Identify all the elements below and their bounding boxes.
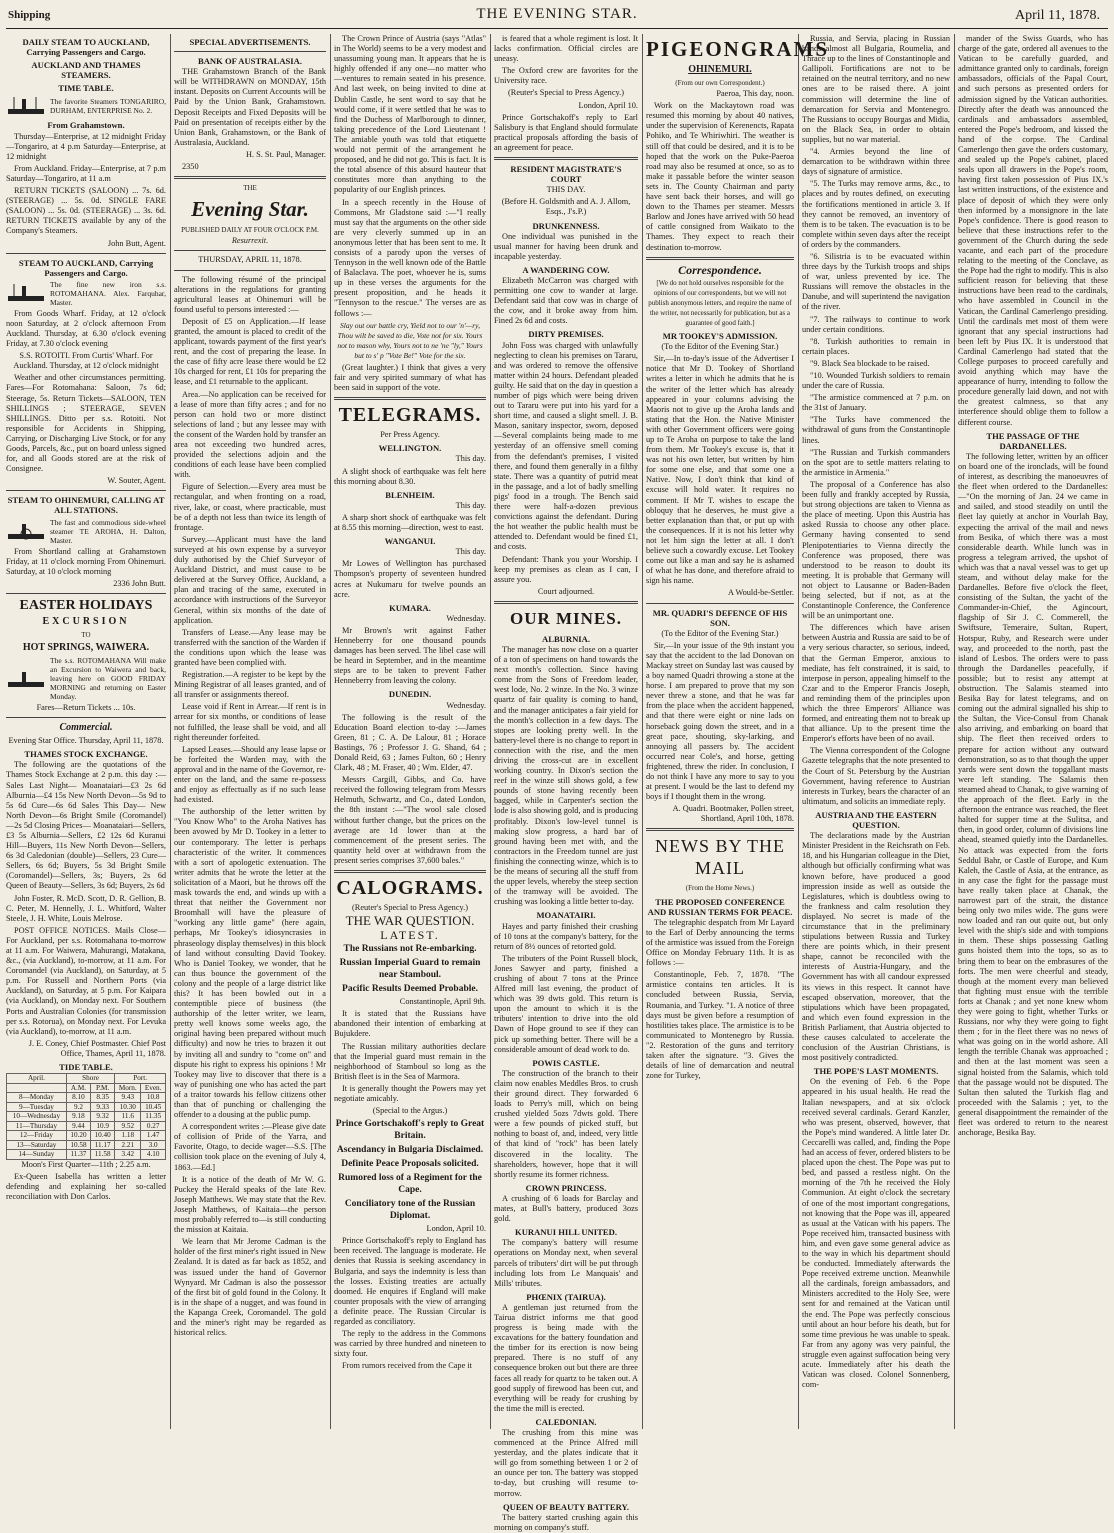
divider bbox=[6, 717, 166, 718]
column-divider bbox=[490, 34, 491, 1429]
article-text: "9. Black Sea blockade to be raised. bbox=[810, 358, 930, 368]
mine-text: The manager has now close on a quarter of a ton of specimens on hand towards the next month's collection. Since having come from the Sons of Freedom leader, west lode, No. 2 winze. In the No. 3 winze quartz of fair quality is coming to hand, and the manager anticipates a fair yield for the month's collection in a few days. The stopes are looking pretty well. In the battery-level there is no change to report in connection with the rise, and the men driving the cross-cut are in excellent working country. In Dixon's section the reef in the winze still shows gold, a few pounds of stone having recently been bagged, while in Carpenter's section the lode is also showing gold, and is producing profitably. Dixon's low-level tunnel is making slow progress, a hard bar of ground having been met with, and the contractors in the Freedom tunnel are just finishing the connecting winze, which is to be the means of securing all the stuff from the upper levels, whereby the steep section of the tramway will be avoided. The crushing was looking a little better to-day. bbox=[494, 644, 638, 907]
article-text: Constantinople, Feb. 7, 1878. "The armistice contains ten articles. It is concluded between Russia, Servia, Roumania, and Turkey. "1. A notice of three days must be given before a resumption of hostilities takes place. The armistice is to be communicated to Montenegro by Russia. "2. Restoration of the guns and territory taken after the signature. "3. Gives the details of line of demarcation and neutral zone for Turkey, bbox=[646, 970, 794, 1081]
correspondence-heading: Correspondence. bbox=[678, 262, 762, 277]
court-date: THIS DAY. bbox=[546, 185, 586, 195]
ship-names: The favorite Steamers TONGARIRO, DURHAM, ENTERPRISE No. 2. bbox=[50, 97, 166, 116]
editorial-text: We learn that Mr Jerome Cadman is the holder of the first miner's right issued in New Zealand. It is dated as far back as 1852, and was issued under the hand of Governor Wynyard. Mr Cadman is also the possessor of the first bit of gold found in the Colony. It is in the shape of a nugget, and was found in the Kapanga Creek, Coromandel. The gold and the miner's right may be regarded as historical relics. bbox=[174, 1237, 326, 1338]
schedule-text: From Shortland calling at Grahamstown Friday, at 11 o'clock morning From Ohinemuri. Saturday, at 10 o'clock morning bbox=[6, 546, 166, 576]
ad-text: THE Grahamstown Branch of the Bank will be WITHDRAWN on MONDAY, 15th instant. Deposits on Current Accounts will be Paid by the Union Bank, Grahamstown. Deposit Receipts and Fixed Deposits will be Paid on presentation of receipts either by the Union Bank, Grahamstown, or the Bank of Australasia, Auckland. bbox=[174, 67, 326, 147]
telegram-text: The following is the result of the Education Board election to-day :—James Green, 81 ; C. A. De Lalour, 81 ; Horace Bastings, 76 ; Professor J. G. Shand, 64 ; Donald Reid, 63 ; James Fulton, 60 ; Henry Clark, 48 ; M. Fraser, 40 ; Wm. Elder, 47. bbox=[334, 712, 486, 773]
dateline: London, April 10. bbox=[426, 1224, 486, 1234]
headline: Prince Gortschakoff's reply to Great Britain. bbox=[335, 1119, 485, 1142]
dateline: This day. bbox=[455, 500, 486, 510]
steamer-icon bbox=[6, 95, 46, 117]
cable-text: The Oxford crew are favorites for the University race. bbox=[494, 66, 638, 86]
dateline: This day. bbox=[455, 454, 486, 464]
ship-names: The fast and commodious side-wheel steamer TE AROHA, H. Dalton, Master. bbox=[50, 517, 166, 545]
article-text: "8. Turkish authorities to remain in certain places. bbox=[802, 336, 950, 356]
schedule-text: Thursday—Enterprise, at 12 midnight Friday—Tongariro, at 4 p.m Saturday—Enterprise, at 12 midnight bbox=[6, 131, 166, 161]
case-heading: DRUNKENNESS. bbox=[532, 220, 600, 231]
editorial-text: It is a notice of the death of Mr W. G. Puckey the Herald speaks of the late Rev. Joseph Matthews. We may state that the Rev. Joseph Matthews, of Kaitaia—the person most probably referred to—is still conducting the mission at Kaitaia. bbox=[174, 1174, 326, 1235]
cable-text: The Russian military authorities declare that the Imperial guard must remain in the neighborhood of Stamboul so long as the British fleet is in the Sea of Marmora. bbox=[334, 1041, 486, 1081]
mine-text: The company's battery will resume operations on Monday next, when several parcels of tributers' dirt will be put through including lots from Le Manquais' and Mills' tributes. bbox=[494, 1238, 638, 1288]
case-text: Defendant: Thank you your Worship. I keep my premises as clean as I can, I assure you. bbox=[494, 554, 638, 584]
editorial-text: The authorship of the letter written by "You Know Who" to the Aroha Natives has been avowed by Mr D. Tookey in a letter to our contemporary. The letter is perhaps characteristic of the writer. It commences with a sort of apologetic extenuation. The writer admits that he wrote the letter at the solicitation of a Maori, but he throws off the mask towards the end, and winds up with a threat that neither the Government nor Broomhall will have the pleasure of "working any little game" (here again, perhaps, Mr Tookey's idiosyncrasies in phraseology display themselves) in this block of land without consulting David Tookey. Who is Daniel Tookey, we wonder, that he can thus bounce the government of the colony and the people of a large district like this? It has been bowled out in a contemptible piece of business (the authorship of the letter writer, we learn, pretty well knows some weeks ago, the original having been prepared without much difficulty) and now he tries to brazen it out by inviting all and sundry to "come on" and dispute his right to express his opinions ! Mr Tookey may live to discover that there is a way of punishing one who has acted the part of a traitor towards his fellow citizens other than that of punching or challenging the offender to a dousing at the public pump. bbox=[174, 807, 326, 1120]
dateline: Wednesday. bbox=[446, 700, 486, 710]
table-row: 13—Saturday 10.58 11.17 2.21 3.0 bbox=[7, 1140, 166, 1150]
mine-text: The crushing from this mine was commenced at the Prince Alfred mill yesterday, and the plates indicate that it will go from something between 1 or 2 of an ounce per ton. The battery was stopped to-day, but crushing will resume to-morrow. bbox=[494, 1428, 638, 1498]
editor-note: [We do not hold ourselves responsible for the opinions of our correspondents, but we will not publish anonymous letters, and require the name of the writer, not necessarily for publication, but as a guarantee of good faith.] bbox=[648, 278, 792, 327]
article-text: "7. The railways to continue to work under certain conditions. bbox=[802, 314, 950, 334]
place-heading: KUMARA. bbox=[389, 602, 431, 613]
editorial-text: Lease void if Rent in Arrear.—If rent is in arrear for six months, or conditions of lease not fulfilled, the lease shall be void, and all right thereunder forfeited. bbox=[174, 702, 326, 742]
column-divider bbox=[170, 34, 171, 1429]
table-row: 8—Monday 8.10 8.35 9.43 10.8 bbox=[7, 1093, 166, 1103]
divider bbox=[494, 157, 638, 160]
tide-subheader: A.M. bbox=[66, 1083, 90, 1093]
ad-number: 2350 bbox=[182, 162, 199, 172]
article-text: (Great laughter.) I think that gives a very fair and very spirited summary of what has been said in support of the vote. bbox=[334, 363, 486, 393]
fares-text: RETURN TICKETS (SALOON) ... 7s. 6d. (STEERAGE) ... 5s. 0d. SINGLE FARE (SALOON) ... 5s. 0d. (STEERAGE) ... 3s. 6d. RETURN TICKETS available by any of the Company's Steamers. bbox=[6, 186, 166, 236]
nameplate-article: THE bbox=[243, 184, 257, 193]
telegram-text: Mr Brown's writ against Father Henneberry for one thousand pounds damages has been served. The libel case will be heard in September, and in the meantime steps are to be taken to prevent Father Henneberry from leaving the colony. bbox=[334, 625, 486, 686]
cable-text: From rumors received from the Cape it bbox=[342, 1361, 472, 1371]
column-4 bbox=[494, 34, 638, 1532]
editorial-text: Figure of Selection.—Every area must be rectangular, and when fronting on a road, river, lake, or coast, where practicable, must be of a depth not less than twice its length of frontage. bbox=[174, 482, 326, 532]
letter-address: (To the Editor of the Evening Star.) bbox=[661, 342, 779, 352]
telegram-text: A sharp short shock of earthquake was felt at 8.55 this morning—direction, west to east. bbox=[334, 512, 486, 533]
news-by-mail-heading: NEWS BY THE MAIL bbox=[655, 836, 785, 879]
tide-table-title: TIDE TABLE. bbox=[59, 1062, 113, 1073]
mine-text: Hayes and party finished their crushing of 10 tons at the company's battery, for the return of 8½ ounces of retorted gold. bbox=[494, 921, 638, 951]
case-text: John Foss was charged with unlawfully neglecting to clean his premises on Tararu, and was ordered to remove the offensive matter within 24 hours. Defendant pleaded guilty. He said that on the day in question a number of pigs which were being driven out to Tararu were put into his yard for a short time, and caused a slight smell. J. B. Mason, sanitary inspector, sworn, deposed—Several complaints being made to me yesterday of an offensive smell coming from the defendant's premises, I visited there, and found them generally in a filthy state. There was a quantity of putrid meat in the passage, and a lot of badly smelling pigs' food in a trough. The Bench said there were half-a-dozen previous convictions against the defendant. During the hot weather the public health must be attended to. Defendant would be fined £1, and costs. bbox=[494, 340, 638, 552]
column-divider bbox=[798, 34, 799, 1429]
byline: (Reuter's Special to Press Agency.) bbox=[352, 903, 468, 913]
divider bbox=[174, 176, 326, 179]
mine-text: The battery started crushing again this morning on company's stuff. bbox=[494, 1512, 638, 1532]
cable-text: Prince Gortschakoff's reply to Earl Salisbury is that England should formulate practical proposals affording the basis of an agreement for peace. bbox=[494, 112, 638, 152]
cable-text: is feared that a whole regiment is lost. It lacks confirmation. Official circles are uneasy. bbox=[494, 34, 638, 64]
article-text: "6. Silistria is to be evacuated within three days by the Turkish troops and ships of war, unless prevented by ice. The Russians will remove the obstacles in the Danube, and will superintend the navigation of the river. bbox=[802, 251, 950, 312]
court-heading: RESIDENT MAGISTRATE'S COURT bbox=[510, 164, 622, 185]
agent-signature: John Butt, Agent. bbox=[107, 238, 166, 248]
article-text: On the evening of Feb. 6 the Pope appeared in his usual health. He read the Italian newspapers, and at six o'clock received several cardinals. Gerard Kanzler, who was present, observed, however, that the Pope's mind wandered. A little later Dr. Ceccarelli was called, and, finding the Pope had an access of fever, ordered blisters to be placed upon the chest. The Pope was put to bed, and passed a restless night. On the morning of the 7th he received the Holy Communion. At eight o'clock the secretary of one of the most important congregations, not knowing that the Pope was ill, appeared as usual at the Vatican with his papers. The Pope received him, transacted business with him, and even gave some general advice as to the way in which his department should be conducted. Immediately afterwards the Pope received extreme unction. Meanwhile all the cardinals, foreign ambassadors, and Ministers accredited to the Holy See, were sent for and remained at the Vatican until the end. The Pope was perfectly conscious until about an hour before his death, but for some time previous he was unable to speak. Far from any agony was very painful, the struggle even against suffocation being very acute. Immediately after his death the Vatican was closed. Colonel Sonnenberg, com- bbox=[802, 1077, 950, 1390]
divider bbox=[6, 253, 166, 254]
war-question-heading: THE WAR QUESTION. bbox=[345, 913, 475, 929]
headline: Rumored loss of a Regiment for the Cape. bbox=[338, 1173, 482, 1196]
place-heading: WELLINGTON. bbox=[378, 443, 442, 454]
ad-subheading: TIME TABLE. bbox=[58, 83, 114, 94]
headline: Pacific Results Deemed Probable. bbox=[342, 984, 478, 995]
article-text: The following are the quotations of the Thames Stock Exchange at 2 p.m. this day :— Sales Last Night— Moanataiari—£3 2s 6d Alburnia—£4 15s New North Devon—5s 9d to 5s 6d Cure—6s 6d Sales This Day— New North Devon—6s Bright Smile (Coromandel)—2s 5d Closing Prices— Moanataiari—Sellers, £3 5s Alburnia—Sellers, £2 12s 6d Kuranui Hill—Buyers, 11s New North Devon—Sellers, 6s 3d Caledonian (double)—Sellers, 23 Cure—Sellers, 6s 6d; Buyers, 5s 3d Bright Smile (Coromandel)—Sellers, 3s; Buyers, 2s 6d Queen of Beauty—Sellers, 3s 6d; Buyers, 2s 6d bbox=[6, 760, 166, 891]
schedule-text: S.S. ROTOITI. From Curtis' Wharf. For Auckland. Thursday, at 12 o'clock midnight bbox=[13, 351, 159, 371]
excursion-text: The s.s. ROTOMAHANA Will make an Excursion to Waiwera and back, leaving here on GOOD FRIDAY MORNING and returning on Easter Monday. bbox=[50, 656, 166, 702]
mine-heading: CROWN PRINCESS. bbox=[525, 1182, 607, 1193]
article-text: Russia, and Servia, placing in Russian hands almost all Bulgaria, Roumelia, and Thrace up to the lines of Constantinople and Gallipoli. Fortifications are not to be retained on the neutral territory, and no new ones are to be raised there. A joint commission will determine the line of demarcation for Servia and Montenegro. The Russians to occupy Bourgas and Midia, on the Black Sea, in order to obtain supplies, but no war material. bbox=[802, 34, 950, 144]
article-text: Ex-Queen Isabella has written a letter defending and explaining her so-called reconciliation with Don Carlos. bbox=[6, 1171, 166, 1201]
byline: (Reuter's Special to Press Agency.) bbox=[508, 88, 624, 98]
article-text: "The armistice commenced at 7 p.m. on the 31st of January. bbox=[802, 393, 950, 413]
masthead-rule bbox=[6, 28, 1108, 29]
column-divider bbox=[954, 34, 955, 1429]
mine-text: The construction of the branch to their claim now enables Meddles Bros. to crush their ground direct. They forwarded 6 loads to Perry's mill, which on being crushed yielded 5ozs 7dwts gold. There were a few pounds of picked stuff, but nothing to boast of, and, indeed, very little of that kind of "rock" has been lately discovered in the locality. The shareholders, however, hope that it will shortly resume its former richness. bbox=[494, 1068, 638, 1179]
article-text: mander of the Swiss Guards, who has charge of the gate, ordered all avenues to the Vatican to be carefully guarded, and admittance granted only to cardinals, foreign ambassadors, officials of the Papal Court, and such persons as presented orders for admission signed by the Vatican authorities. Directly after the death was announced the cardinals and ambassadors assembled, entered the Pope's bedroom, and kissed the hand of the corpse. The Cardinal Camerlengo then gave the orders customary, and sealed up the Pope's cabinet, placed seals upon all drawers in the Pope's room, having first taken possession of Pius IX.'s last written instructions, of the existence and place of deposit of which they were only then informed by a monsignore in the late Pope's confidence. There is good reason to believe that these instructions refer to the government of the Church during the sede vacante, and each part of the procedure relating to the meeting of the Conclave, as the Pope had the right to modify. This is also sufficient reason for believing that these instructions have been read to the cardinals, who have assembled in Council in the Vatican, the Cardinal Camerlengo presiding. Until the cardinals met most of them were ignorant that any special instructions had been left by Pius IX. It is understood that Cardinal Camerlengo had stated that the College purposes to proceed carefully and avoid anything which may have the appearance of hurry, intending to follow the procedure generally laid down, and not with the greatest calmness, so that any interference should oblige them to follow a different course. bbox=[958, 34, 1108, 427]
mine-heading: KURANUI HILL UNITED. bbox=[515, 1227, 617, 1238]
case-text: One individual was punished in the usual manner for having been drunk and incapable yesterday. bbox=[494, 231, 638, 261]
divider bbox=[494, 601, 638, 604]
article-text: The Crown Prince of Austria (says "Atlas" in The World) seems to be a very modest and unassuming young man. It appears that he is highly offended if any one—no matter who—ventures to remain seated in his presence. And last week, on being invited to dine at Dublin Castle, he sent word to say that he would come, if it were settled that he was to find the Duchess of Marlborough to dinner, taking precedence of the Lord Lieutenant ! The amiable youth was told that etiquette would not permit of the arrangement he proposed, and he did not go. This is fact. It is the total absence of this absurd hauteur that constitutes more than anything to the popularity of our English princes. bbox=[334, 34, 486, 195]
ad-heading: STEAM TO OHINEMURI, CALLING AT ALL STATIONS. bbox=[7, 495, 165, 516]
telegram-text: Mr Lowes of Wellington has purchased Thompson's property of seventeen hundred acres at Nukumaru for twelve pounds an acre. bbox=[334, 559, 486, 599]
ad-heading: BANK OF AUSTRALASIA. bbox=[197, 56, 303, 67]
tide-table bbox=[6, 1073, 166, 1160]
tide-subheader bbox=[7, 1083, 67, 1093]
article-text: "The Russian and Turkish commanders on the spot are to settle matters relating to the armistice in Armenia." bbox=[802, 447, 950, 477]
divider bbox=[646, 257, 794, 260]
article-text: "5. The Turks may remove arms, &c., to places and by routes defined, on executing the fortifications mentioned in article 3. If they cannot be removed, an inventory of them is to be taken. The evacuation is to be complete within seven days after the receipt of orders by the commanders. bbox=[802, 179, 950, 249]
letter-signature: A Would-be-Settler. bbox=[727, 588, 794, 598]
tide-header: Shore bbox=[66, 1074, 114, 1084]
mine-heading: MOANATAIRI. bbox=[536, 910, 596, 921]
mine-heading: PHŒNIX (TAIRUA). bbox=[526, 1291, 606, 1302]
article-text: "10. Wounded Turkish soldiers to remain under the care of Russia. bbox=[802, 371, 950, 391]
our-mines-heading: OUR MINES. bbox=[509, 608, 622, 628]
article-text: The proposal of a Conference has also been fully and frankly accepted by Russia, but strong objections are taken to Vienna as the place of meeting. Upon this Austria has asked Russia to choose any other place. Germany having consented to send Plenipotentiaries to Vienna directly the Conference was proposed, there was understood to be reason to doubt its meeting. It is probable that Germany will not object to Lausanne or Baden-Baden being selected, but if not, as at the Constantinople Conference, the Conference will be an unimportant one. bbox=[802, 479, 950, 621]
place-heading: WANGANUI. bbox=[384, 536, 436, 547]
steamer-icon bbox=[6, 282, 46, 304]
schedule-text: From Auckland. Friday—Enterprise, at 7 p.m Saturday—Tongariro, at 11 a.m bbox=[6, 163, 166, 183]
divider bbox=[6, 490, 166, 491]
column-6 bbox=[802, 34, 950, 1429]
issue-date: April 11, 1878. bbox=[1014, 8, 1100, 23]
tide-subheader: Even. bbox=[141, 1083, 166, 1093]
article-heading: THAMES STOCK EXCHANGE. bbox=[24, 749, 148, 760]
tide-note: Moon's First Quarter—11th ; 2.25 a.m. bbox=[21, 1159, 151, 1169]
ad-title: TO bbox=[81, 630, 91, 639]
masthead bbox=[0, 0, 1114, 28]
article-heading: THE PROPOSED CONFERENCE AND RUSSIAN TERMS FOR PEACE. bbox=[647, 896, 793, 917]
editorial-text: Transfers of Lease.—Any lease may be transferred with the sanction of the Warden if the conditions upon which the lease was granted have been complied with. bbox=[174, 627, 326, 667]
table-row: 10—Wednesday 9.18 9.32 11.6 11.35 bbox=[7, 1112, 166, 1122]
table-row: 11—Thursday 9.44 10.9 9.52 0.27 bbox=[7, 1121, 166, 1131]
mine-text: A gentleman just returned from the Tairua district informs me that good progress is being made with the excavations for the battery foundation and the timber for its erection is now being prepared. There is no stuff of any consequence broken out but there are three faces all ready for quartz to be taken out. A good supply of firewood has been cut, and everything will be ready for crushing by the time the mill is erected. bbox=[494, 1302, 638, 1413]
mine-heading: POWIS CASTLE. bbox=[532, 1057, 600, 1068]
post-office-notices: POST OFFICE NOTICES. Mails Close— For Auckland, per s.s. Rotomahana to-morrow at 11 a.m. For Waiwera, Mahurangi, Matakana, &c., (via Auckland), to-morrow, at 11 a.m. For Coromandel (via Auckland), on Saturday, at 5 p.m. For Russell and Northern Ports (via Auckland), on Saturday, at 5 p.m. For Kaipara (via Auckland), on Monday next. For Southern Ports and Australian Colonies (for transmission per s.s. Rotorua), on Monday next. For Levuka (via Auckland), to-morrow, at 11 a.m. bbox=[6, 925, 166, 1036]
table-row: 12—Friday 10.20 10.40 1.18 1.47 bbox=[7, 1131, 166, 1141]
table-row: 9—Tuesday 9.2 9.33 10.30 10.45 bbox=[7, 1102, 166, 1112]
dateline: Evening Star Office. Thursday, April 11, 1878. bbox=[8, 736, 164, 746]
column-5 bbox=[646, 34, 830, 1429]
divider bbox=[174, 250, 326, 251]
section-heading: Commercial. bbox=[59, 722, 113, 734]
route-heading: From Grahamstown. bbox=[47, 120, 125, 131]
article-text: "The Turks have commenced the withdrawal of guns from the Constantinople lines. bbox=[802, 415, 950, 445]
postmaster-signature: J. E. Coney, Chief Postmaster. Chief Post Office, Thames, April 11, 1878. bbox=[28, 1038, 166, 1058]
byline: (Special to the Argus.) bbox=[372, 1106, 448, 1116]
letter-text: Sir,—In your issue of the 9th instant you say that the accident to the lad Donovan on Mackay street on Sunday last was caused by a boy named Quadri throwing a stone at the horse. I am prepared to prove that my son never threw a stone, and that he was far from the place when the accident happened, and that there were eight or nine lads on horseback going down the street, and in a great pace, shouting, sky-larking, and annoying all passers by. The accident occurred near Cole's, and horse, getting frightened, threw the rider. In conclusion, I do not think I have any more to say to you at present. I would be the last to defend my boys if I thought them in the wrong. bbox=[646, 640, 794, 802]
editorial-text: A correspondent writes :—Please give date of collision of Pride of the Yarra, and Favorite, Otago, to decide wager—S.S. [The collision took place on the evening of July 4, 1863.—Ed.] bbox=[174, 1122, 326, 1172]
dateline: London, April 10. bbox=[578, 100, 638, 110]
letter-signature: A. Quadri. Bootmaker, Pollen street, Shortland, April 10th, 1878. bbox=[672, 804, 794, 824]
publication-note: PUBLISHED DAILY AT FOUR O'CLOCK P.M. bbox=[181, 226, 319, 235]
article-text: The following letter, written by an officer on board one of the ironclads, will be found of interest, as describing the manoeuvres of the fleet when ordered to the Dardanelles:—"On the morning of Jan. 24 we came in and sailed, and stood steadily on until the fleet lay quietly at anchor in Vourlah Bay, expecting the arrival of the mail and news from Besika, of which there was a most considerable dearth. While lunch was in progress a telegram arrived, the upshot of which was that a naval vessel was to get up steam, and without delay make for the Dardanelles. Before five o'clock the fleet, consisting of the Sultan, the yacht of the Commander-in-Chief, the Agincourt, flagship of Sir J. C. Commerell, the Swiftsure, Temeraire, Sultan, Rupert, Hotspur, Ruby, and Research were under way, and proceeded to the north, past the island of Lesbos. The orders were to pass through the Dardanelles peacefully, if possible; but to resist any attempt at obstruction. The Salamis steamed into Besika Bay for latest telegrams, and on coming out the admiral signalled his ship to the Sultan, the Vice-Consul from Chanak also arriving, and embarking on board that ship. The fleet then received orders to prepare for action without any outward demonstration, so as to that though the upper yards were sent down the topgallant masts were left standing. The Salamis then steamed ahead to Chanak, to give warning of the approach of the fleet. Early in the afternoon the entrance was reached, the fleet halted for supper time at the Sulitsa, and then, in good order, column of divisions line ahead, steamed quietly into the Dardanelles. No attack was expected from the forts Seddul Bahr, or Castle of Europe, and Kum Kaleh, the Castle of Asia, at the entrance, as in any case the fight for the passage must have really taken place at Chanak, the narrowest part of the strait, the distance being only two miles wide. The guns were now loaded and ran out quite out, but only level with the ship's side and with tompions in them. These ships possessing Gatling guns hoisted them into the tops, so as to bring them to bear on the embrasures of the forts. The men were cheerful and steady, though at the moment every man believed that fighting must ensue with the terrible forts at Chanak ; and yet none knew whom they were going to fight, whether Turks or Russians, nor why they were going to fight them ; for in the fleet there was no news of what was going on in the world ashore. All length the terrible Chanak was approached ; and then at the last moment was seen a signal hoisted from the Salamis, which told that the passage would not be disputed. The Sultan then saluted the Turkish flag and proceeded with the Salamis ; yet, to the general disappointment the remainder of the fleet was ordered to return to the nearest anchorage, Besika Bay. bbox=[958, 451, 1108, 1138]
place-heading: BLENHEIM. bbox=[385, 489, 435, 500]
editorial-date: THURSDAY, APRIL 11, 1878. bbox=[198, 255, 302, 265]
letter-text: Sir,—In to-day's issue of the Advertiser I notice that Mr D. Tookey of Shortland writes a letter in which he admits that he is the writer of the letter which has already appeared in your columns advising the Maoris not to give up the Aroha lands and stating that the Hon. the Native Minister with other Government officers were going up to Te Aroha on purpose to take the land from them. Mr Tookey's excuse is, that it was not his own letter, but written by him for some one else, and that some one a Native. Now, I don't think that kind of excuse will hold water. It requires no comment. If Mr T. wishes to escape the obloquy that he deserves, he must give a better explanation than that, or put up with the consequences. If it is not his letter why not let him sign the letter at all. I don't believe such a cowardly excuse. Let Tookey come out like a man and say he is ashamed of what he has done, and therefore afraid to sign his name. bbox=[646, 354, 794, 586]
case-text: Elizabeth McCarron was charged with permitting one cow to wander at large. Defendant said that cow was in charge of the cow, and it broke away from him. Fined 2s 6d and costs. bbox=[494, 275, 638, 326]
case-text: Court adjourned. bbox=[537, 586, 595, 596]
telegrams-heading: TELEGRAMS. bbox=[338, 404, 482, 427]
divider bbox=[334, 870, 486, 873]
motto: Resurrexit. bbox=[231, 236, 269, 246]
steamer-icon bbox=[6, 520, 46, 542]
tide-header: Port. bbox=[115, 1074, 166, 1084]
section-heading: SPECIAL ADVERTISEMENTS. bbox=[189, 37, 311, 47]
telegram-text: Messrs Cargill, Gibbs, and Co. have received the following telegram from Messrs Helmuth, Schwartz, and Co., dated London, the 8th instant :—"The wool sale closed without further change, but the prices on the average are 1d lower than at the commencement of the present series. The quantity held over at withdrawn from the present series comprises 37,600 bales." bbox=[334, 775, 486, 865]
mine-heading: CALEDONIAN. bbox=[535, 1416, 597, 1427]
column-divider bbox=[330, 34, 331, 1429]
column-7 bbox=[958, 34, 1108, 1429]
divider bbox=[174, 51, 326, 52]
cable-text: The reply to the address in the Commons was carried by three hundred and nineteen to sixty four. bbox=[334, 1329, 486, 1359]
ad-heading: STEAM TO AUCKLAND, Carrying Passengers and Cargo. bbox=[18, 257, 154, 278]
dateline: Constantinople, April 9th. bbox=[399, 997, 486, 1007]
byline: (From our own Correspondent.) bbox=[675, 79, 765, 87]
cable-text: Prince Gortschakoff's reply to England has been received. The language is moderate. He denies that Russia is seeking ascendancy in Bulgaria, and says the indemnity is less than the losses. Existing treaties are actually doomed. He enquires if England will make counter proposals with the view of arranging a definite peace. The Russian Circular is regarded as conciliatory. bbox=[334, 1236, 486, 1326]
divider bbox=[174, 270, 326, 271]
place-heading: DUNEDIN. bbox=[388, 689, 432, 700]
letter-heading: MR. QUADRI'S DEFENCE OF HIS SON. bbox=[652, 607, 788, 628]
ad-title: HOT SPRINGS, WAIWERA. bbox=[22, 642, 150, 654]
fares-text: Fares—Return Tickets ... 10s. bbox=[36, 703, 136, 713]
column-2 bbox=[174, 34, 326, 1429]
headline: Russian Imperial Guard to remain near Stamboul. bbox=[339, 958, 481, 981]
headline: Ascendancy in Bulgaria Disclaimed. bbox=[336, 1145, 484, 1156]
agent-signature: 2336 John Butt. bbox=[113, 578, 166, 588]
column-3 bbox=[334, 34, 486, 1429]
mine-heading: QUEEN OF BEAUTY BATTERY. bbox=[502, 1501, 630, 1512]
ad-signature: H. S. St. Paul, Manager. bbox=[246, 149, 326, 159]
article-text: The Vienna correspondent of the Cologne Gazette telegraphs that the note presented to the Court of St. Petersburg by the Austrian Government, having reference to Austrian interests in Turkey, bears the character of an ultimatum, and solicits an immediate reply. bbox=[802, 746, 950, 806]
case-heading: A WANDERING COW. bbox=[522, 264, 610, 275]
tide-subheader: Morn. bbox=[115, 1083, 141, 1093]
pigeongrams-heading: PIGEONGRAMS bbox=[646, 37, 830, 61]
editorial-text: Lapsed Leases.—Should any lease lapse or be forfeited the Warden may, with the approval and in the name of the Governor, re-enter on the land, and the same re-possess and enjoy as effectually as if no such lease had existed. bbox=[174, 744, 326, 805]
tide-subheader: P.M. bbox=[91, 1083, 115, 1093]
ad-heading: AUCKLAND AND THAMES STEAMERS. bbox=[31, 60, 141, 81]
steamer-icon bbox=[6, 668, 46, 690]
letter-address: (To the Editor of the Evening Star.) bbox=[661, 628, 779, 638]
notice-text: Weather and other circumstances permitting. Fares—For Rotomahana: Saloon, 7s 6d; Steerage, 5s. Return Tickets—SALOON, TEN SHILLINGS ; STEERAGE, SEVEN SHILLINGS. Ditto per s.s. Rotoiti. Not responsible for Accidents in Shipping, Carrying, or Discharging Live Stock, or for any Goods, Parcels, &c., put on board unless signed for, and all Goods stored are at the risk of Consignee. bbox=[6, 373, 166, 474]
editorial-text: Survey.—Applicant must have the land surveyed at his own expense by a surveyor duly authorised by the Chief Surveyor of Auckland District, and must cause to be delivered at the Survey Office, Auckland, a plan and tracing of the same, executed in accordance with instructions of the Surveyor General, within six months of the date of application. bbox=[174, 534, 326, 625]
court-bench: (Before H. Goldsmith and A. J. Allom, Esqs., J's.P.) bbox=[501, 197, 631, 217]
divider bbox=[646, 603, 794, 604]
evening-star-nameplate bbox=[180, 195, 320, 223]
case-heading: DIRTY PREMISES. bbox=[528, 329, 604, 340]
tide-header: April. bbox=[7, 1074, 67, 1084]
mine-text: A crushing of 6 loads for Barclay and mates, at Bull's battery, produced 3ozs gold. bbox=[494, 1193, 638, 1224]
schedule-text: From Goods Wharf. Friday, at 12 o'clock noon Saturday, at 2 o'clock afternoon From Auckland. Thursday, at 6.30 o'clock evening Friday, at 7.30 o'clock evening bbox=[6, 308, 166, 349]
dateline: Wednesday. bbox=[446, 613, 486, 623]
cable-text: It is generally thought the Powers may yet negotiate amicably. bbox=[334, 1083, 486, 1103]
latest-heading: LATEST. bbox=[380, 928, 440, 943]
cable-text: It is stated that the Russians have abandoned their intention of embarking at Bujukdere. bbox=[334, 1009, 486, 1039]
divider bbox=[334, 397, 486, 400]
ad-title: EXCURSION bbox=[42, 615, 130, 627]
editorial-text: Registration.—A register to be kept by the Mining Registrar of all leases granted, and of all transfer or assignments thereof. bbox=[174, 670, 326, 700]
article-heading: THE POPE'S LAST MOMENTS. bbox=[813, 1066, 939, 1077]
ship-names: The fine new iron s.s. ROTOMAHANA. Alex. Farquhar, Master. bbox=[50, 279, 166, 307]
divider bbox=[646, 828, 794, 831]
mine-text: The tributers of the Point Russell block, Jones Sawyer and party, finished a crushing of about 7 tons at the Prince Alfred mill last evening, the product of which was 39 dwts gold. This return is upon the amount to which it is the tributers' intention to drive into the old Dawn of Hope ground to see if they can pick up something better. There will be a considerable amount of dead work to do. bbox=[494, 953, 638, 1054]
member-list: John Foster, R. McD. Scott, D. R. Gellion, B. C. Peter, M. Hennelly, J. L. Whitford, Walter Steele, J. H. White, Louis Melrose. bbox=[6, 893, 166, 923]
telegram-text: A slight shock of earthquake was felt here this morning about 8.30. bbox=[334, 466, 486, 486]
agent-signature: W. Souter, Agent. bbox=[107, 476, 166, 486]
article-text: The differences which have arisen between Austria and Russia are said to be of a very serious character, so serious, indeed, that the German Emperor, anxious to mediate, has felt constrained, it is said, to interpose in person, appealing himself to the Czar and to the Emperor Francis Joseph, and reminding them of the principles upon which the three Emperors' Alliance was formed, and entreating them not to break up that alliance. Up to the present time the Emperor's efforts have been of no avail. bbox=[802, 623, 950, 744]
pigeongram-text: Work on the Mackaytown road was resumed this morning by about 40 natives, under the supervision of Kerenencts, Rapata Pohiko, and Te Whiriwhiri. The weather is still off that could be desired, and it is to be hoped that the work on the Puke-Paeroa road may also be resumed at once, so as to make it passable before the winter season sets in. The County Chairman and party have sent back their horses, and will go down to the Thames per steamer. Messrs Barlow and Jones have arrived with 50 head of cattle consigned from Waikato to the Thames. They expect to reach their destination to-morrow. bbox=[646, 101, 794, 252]
article-text: In a speech recently in the House of Commons, Mr Gladstone said :—"I really must say that the arguments on the other side are very cleverly summed up in an anonymous letter that has been sent to me. It consists of a parody upon the verses of Tennyson in the well known ode of the Battle of Balaclava. The poet, whoever he is, sums up in these verses the arguments for the present proposition, and he heads it "Tennyson to the rescue." The verses are as follows :— bbox=[334, 197, 486, 318]
mine-heading: ALBURNIA. bbox=[542, 633, 590, 644]
article-text: "4. Armies beyond the line of demarcation to be withdrawn within three days of signature of armistice. bbox=[802, 147, 950, 177]
headline: Conciliatory tone of the Russian Diplomat. bbox=[344, 1199, 476, 1222]
article-heading: THE PASSAGE OF THE DARDANELLES. bbox=[986, 430, 1080, 451]
section-title: Shipping bbox=[8, 9, 51, 21]
table-row: 14—Sunday 11.37 11.58 3.42 4.10 bbox=[7, 1150, 166, 1160]
headline: The Russians not Re-embarking. bbox=[343, 944, 477, 955]
editorial-text: Area.—No application can be received for a lease of more than fifty acres ; and for no person can hold two or more distinct selections of land ; but any lessee may with the consent of the Warden hold by transfer an area not exceeding two hundred acres, provided the selections adjoin and the conditions of each lease have been complied with. bbox=[174, 389, 326, 480]
article-text: The declarations made by the Austrian Minister President in the Reichsrath on Feb. 18, and his Hungarian colleague in the Diet, although but officially confirming what was known before, have produced a good impression inside as well as outside the Legislatures, which is doubtless owing to the frankness and calm resolution they displayed. No secret is made of the circumstance that in the preliminary stipulations between Russia and Turkey there are points which, in their present shape, cannot be reconciled with the interests of Austria-Hungary, and the Government has with all candour expressed its views in this respect. It cannot have escaped observation, moreover, that the stipulations which have been propagated, and which even found expression in the British Parliament, that Austria objected to these causes calculated to accelerate the conclusion of the Austrian Christians, is most positively contradicted. bbox=[802, 831, 950, 1063]
dateline: This day. bbox=[455, 547, 486, 557]
divider bbox=[6, 593, 166, 594]
article-text: The telegraphic despatch from Mr Layard to the Earl of Derby announcing the terms of the armistice was issued from the Foreign Office on Monday February 11th. It is as follows :— bbox=[646, 917, 794, 968]
editorial-text: The following résumé of the principal alterations in the regulations for granting agricultural leases at Ohinemuri will be found useful to persons interested :— bbox=[174, 274, 326, 314]
newspaper-title: THE EVENING STAR. bbox=[476, 6, 638, 22]
headline: Definite Peace Proposals solicited. bbox=[341, 1159, 479, 1170]
verse: Slay out our battle cry, Yield not to our 'n'—ry, Thou wilt be saved to die, Vote not for six. Yours not to mason why, Yours not to ne 'ne "ly," Yours but to s' p "Vote Be!" Vote for the six. bbox=[337, 320, 483, 360]
editorial-text: Deposit of £5 on Application.—If lease granted, the amount is placed to credit of the applicant, towards payment of the first year's rent, and the cost of preparing the lease. In the case of fifty acre lease there would be £2 10s charged for rent, £1 10s for preparing the lease, and £1 returnable to the applicant. bbox=[174, 316, 326, 387]
dateline: Paeroa, This day, noon. bbox=[716, 89, 794, 99]
article-heading: AUSTRIA AND THE EASTERN QUESTION. bbox=[815, 809, 937, 831]
letter-heading: MR TOOKEY'S ADMISSION. bbox=[662, 331, 778, 342]
byline: (From the Home News.) bbox=[685, 884, 755, 893]
ad-title: EASTER HOLIDAYS bbox=[19, 597, 153, 613]
place-heading: OHINEMURI. bbox=[688, 64, 752, 75]
column-1 bbox=[6, 34, 166, 1429]
column-divider bbox=[642, 34, 643, 1429]
byline: Per Press Agency. bbox=[380, 430, 440, 440]
svg-text:Evening Star.: Evening Star. bbox=[191, 197, 309, 222]
calograms-heading: CALOGRAMS. bbox=[336, 877, 484, 900]
ad-heading: DAILY STEAM TO AUCKLAND, Carrying Passengers and Cargo. bbox=[22, 37, 150, 58]
